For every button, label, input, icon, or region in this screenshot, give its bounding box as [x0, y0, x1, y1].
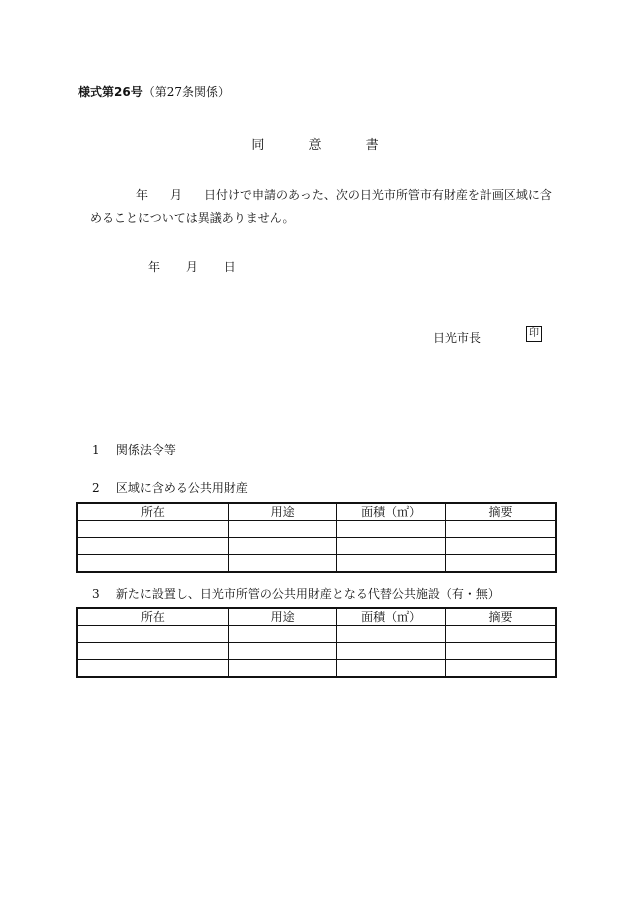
- table-cell: [337, 538, 446, 555]
- table-cell: [77, 660, 228, 678]
- table-cell: [228, 555, 337, 573]
- section-1-label: 関係法令等: [115, 443, 176, 457]
- statement-line-2: めることについては異議ありません。: [90, 211, 295, 225]
- table-row: [77, 660, 556, 678]
- table-cell: [228, 521, 337, 538]
- column-header-location: 所在: [77, 608, 228, 626]
- statement-year: 年: [136, 188, 149, 202]
- consent-statement: [90, 184, 560, 230]
- table-cell: [445, 660, 556, 678]
- document-title: [0, 134, 630, 153]
- replacement-facility-table: [76, 607, 557, 678]
- section-2-label: 区域に含める公共用財産: [115, 481, 248, 495]
- section-1-number: 1: [92, 443, 100, 457]
- table-row: [77, 626, 556, 643]
- section-3-label: 新たに設置し、日光市所管の公共用財産となる代替公共施設（有・無）: [115, 587, 500, 601]
- section-2-number: 2: [92, 481, 100, 495]
- column-header-area: 面積（㎡）: [337, 608, 446, 626]
- signer-name: 日光市長: [433, 331, 482, 345]
- section-2-heading: [92, 479, 248, 496]
- table-cell: [77, 555, 228, 573]
- section-1-heading: [92, 441, 176, 458]
- statement-line1-text: 日付けで申請のあった、次の日光市所管市有財産を計画区域に含: [204, 188, 552, 202]
- table-row: [77, 521, 556, 538]
- date-line: [148, 258, 258, 275]
- title-char-1: 同: [251, 138, 265, 153]
- table-row: [77, 555, 556, 573]
- form-number: [78, 83, 230, 100]
- table-cell: [337, 555, 446, 573]
- table-cell: [77, 538, 228, 555]
- table-header-row: [77, 503, 556, 521]
- section-3-number: 3: [92, 587, 100, 601]
- table-cell: [337, 660, 446, 678]
- date-month: 月: [185, 260, 198, 274]
- public-property-table: [76, 502, 557, 573]
- table-header-row: [77, 608, 556, 626]
- table-cell: [445, 643, 556, 660]
- table-cell: [445, 521, 556, 538]
- date-day: 日: [223, 260, 236, 274]
- table-cell: [337, 643, 446, 660]
- table-cell: [445, 626, 556, 643]
- table-cell: [228, 660, 337, 678]
- column-header-area: 面積（㎡）: [337, 503, 446, 521]
- table-cell: [445, 555, 556, 573]
- table-cell: [77, 643, 228, 660]
- table-cell: [228, 538, 337, 555]
- table-cell: [337, 626, 446, 643]
- table-cell: [77, 626, 228, 643]
- table-cell: [337, 521, 446, 538]
- form-number-label: 様式第26号: [78, 85, 143, 99]
- title-char-2: 意: [308, 138, 322, 153]
- column-header-use: 用途: [228, 608, 337, 626]
- table-cell: [228, 626, 337, 643]
- table-row: [77, 643, 556, 660]
- seal-mark: 印: [526, 326, 542, 342]
- statement-line-1: [90, 184, 560, 207]
- form-relation: （第27条関係）: [142, 85, 230, 99]
- section-3-heading: [92, 585, 500, 602]
- table-cell: [445, 538, 556, 555]
- column-header-location: 所在: [77, 503, 228, 521]
- title-char-3: 書: [365, 138, 379, 153]
- statement-month: 月: [170, 188, 183, 202]
- table-cell: [77, 521, 228, 538]
- column-header-remarks: 摘要: [445, 503, 556, 521]
- table-cell: [228, 643, 337, 660]
- table-row: [77, 538, 556, 555]
- column-header-use: 用途: [228, 503, 337, 521]
- column-header-remarks: 摘要: [445, 608, 556, 626]
- date-year: 年: [148, 260, 161, 274]
